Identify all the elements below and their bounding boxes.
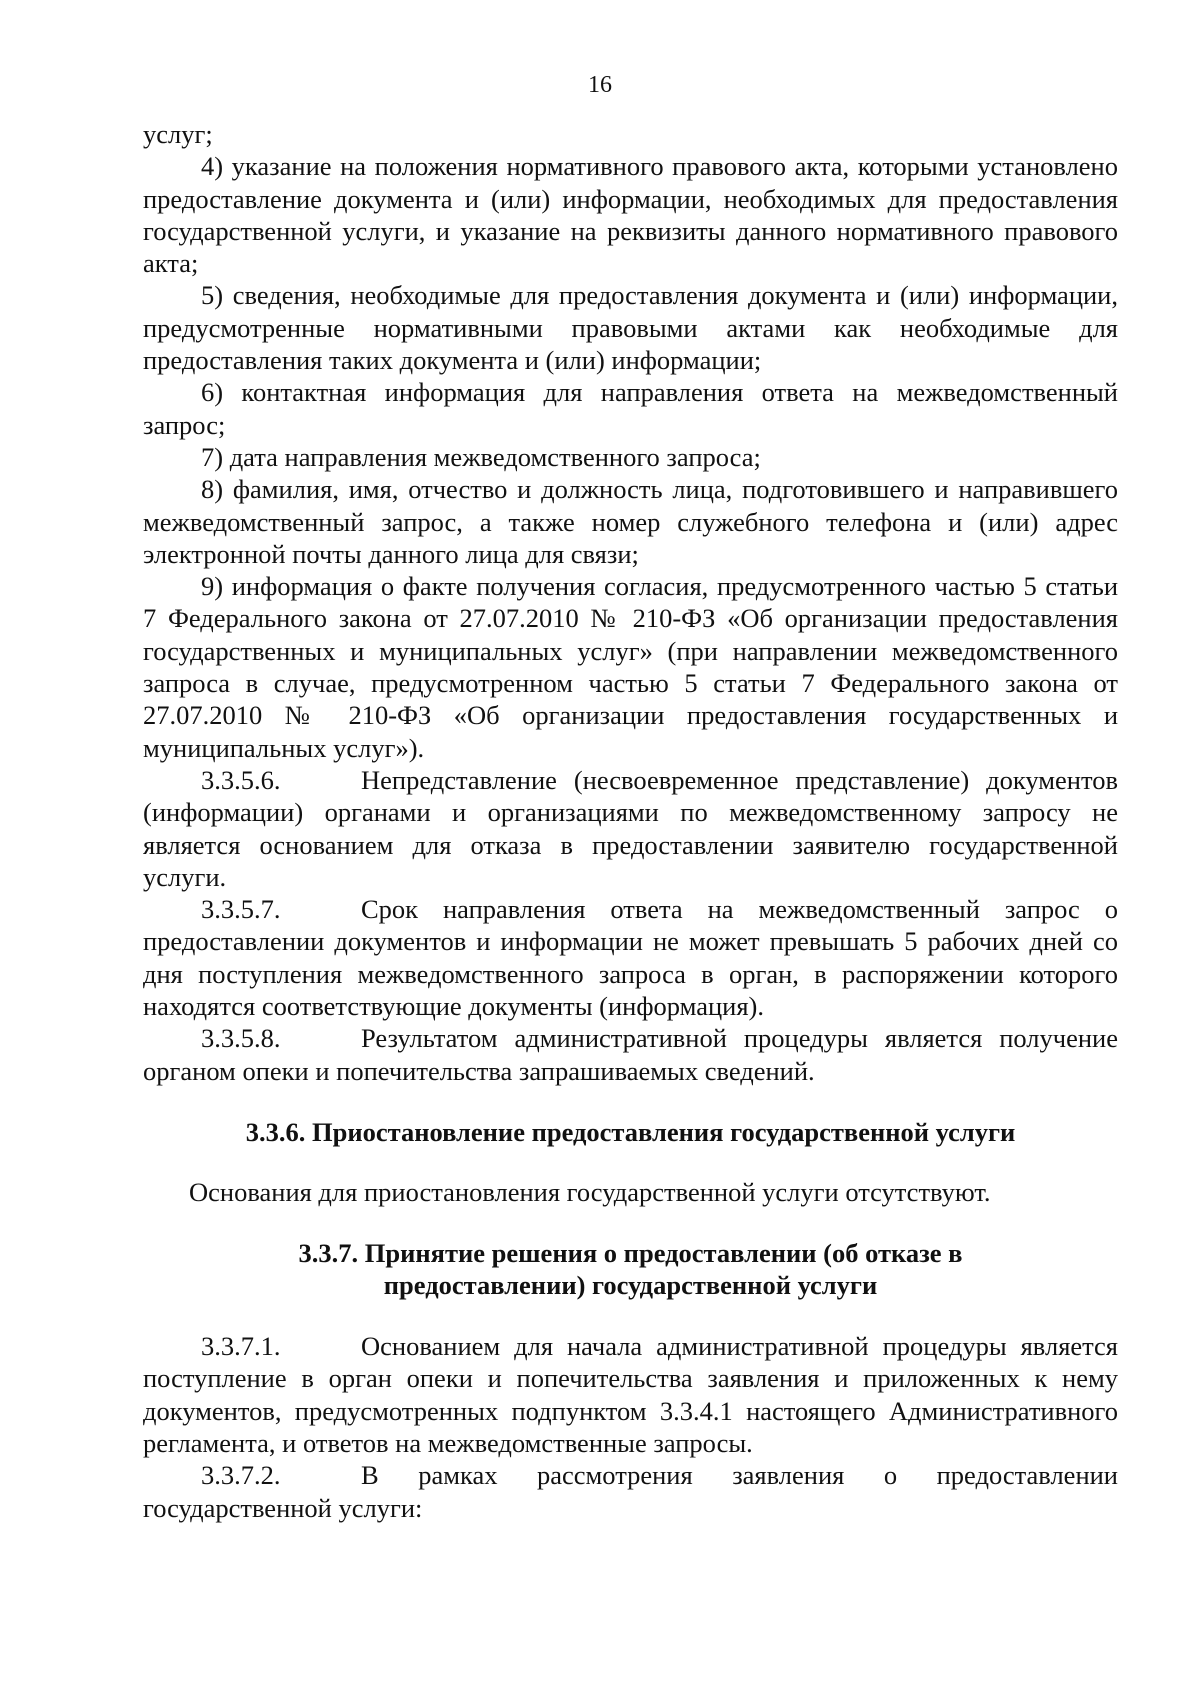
clause-number: 3.3.5.6. <box>201 764 281 795</box>
clause-3-3-7-2 <box>143 1459 1118 1524</box>
clause-text: В рамках рассмотрения заявления о предоставлении государственной услуги: <box>143 1460 1118 1523</box>
section-3-3-6-text: Основания для приостановления государственной услуги отсутствуют. <box>189 1177 991 1208</box>
section-heading-line-1: 3.3.7. Принятие решения о предоставлении (об отказе в <box>298 1237 963 1268</box>
clause-number: 3.3.7.2. <box>201 1460 281 1491</box>
list-item-5: 5) сведения, необходимые для предоставления документа и (или) информации, предусмотренные нормативными правовыми актами как необходимые для предоставления таких документа и (или) информации; <box>143 280 1118 376</box>
clause-3-3-7-1 <box>143 1330 1118 1459</box>
section-heading-3-3-7 <box>143 1237 1118 1302</box>
section-heading-3-3-6: 3.3.6. Приостановление предоставления государственной услуги <box>245 1116 1016 1147</box>
page-number: 16 <box>588 72 612 98</box>
clause-number: 3.3.5.7. <box>201 894 281 925</box>
list-item-4: 4) указание на положения нормативного правового акта, которыми установлено предоставление документа и (или) информации, необходимых для предоставления государственной услуги, и указание на реквизиты данного нормативного правового акта; <box>143 151 1118 279</box>
list-item-7: 7) дата направления межведомственного запроса; <box>201 441 761 472</box>
paragraph-continuation: услуг; <box>143 119 213 149</box>
clause-3-3-5-6 <box>143 764 1118 893</box>
clause-number: 3.3.7.1. <box>201 1331 281 1362</box>
section-heading-line-2: предоставлении) государственной услуги <box>383 1269 878 1300</box>
clause-text: Непредставление (несвоевременное представление) документов (информации) органами и организациями по межведомственному запросу не является основанием для отказа в предоставлении заявителю государственной услуги. <box>143 764 1118 892</box>
document-body <box>143 118 1118 1524</box>
clause-3-3-5-8 <box>143 1022 1118 1087</box>
clause-text: Результатом административной процедуры является получение органом опеки и попечительства запрашиваемых сведений. <box>143 1023 1118 1086</box>
clause-text: Срок направления ответа на межведомственный запрос о предоставлении документов и информации не может превышать 5 рабочих дней со дня поступления межведомственного запроса в орган, в распоряжении которого находятся соответствующие документы (информация). <box>143 894 1118 1022</box>
list-item-8: 8) фамилия, имя, отчество и должность лица, подготовившего и направившего межведомственный запрос, а также номер служебного телефона и (или) адрес электронной почты данного лица для связи; <box>143 474 1118 569</box>
clause-number: 3.3.5.8. <box>201 1023 281 1054</box>
clause-3-3-5-7 <box>143 893 1118 1022</box>
list-item-6: 6) контактная информация для направления ответа на межведомственный запрос; <box>143 377 1118 440</box>
clause-text: Основанием для начала административной процедуры является поступление в орган опеки и попечительства заявления и приложенных к нему документов, предусмотренных подпунктом 3.3.4.1 настоящего Административного регламента, и ответов на межведомственные запросы. <box>143 1331 1118 1458</box>
list-item-9: 9) информация о факте получения согласия, предусмотренного частью 5 статьи 7 Федерального закона от 27.07.2010 № 210-ФЗ «Об организации предоставления государственных и муниципальных услуг» (при направлении межведомственного запроса в случае, предусмотренном частью 5 статьи 7 Федерального закона от 27.07.2010 № 210-ФЗ «Об организации предоставления государственных и муниципальных услуг»). <box>143 571 1118 763</box>
